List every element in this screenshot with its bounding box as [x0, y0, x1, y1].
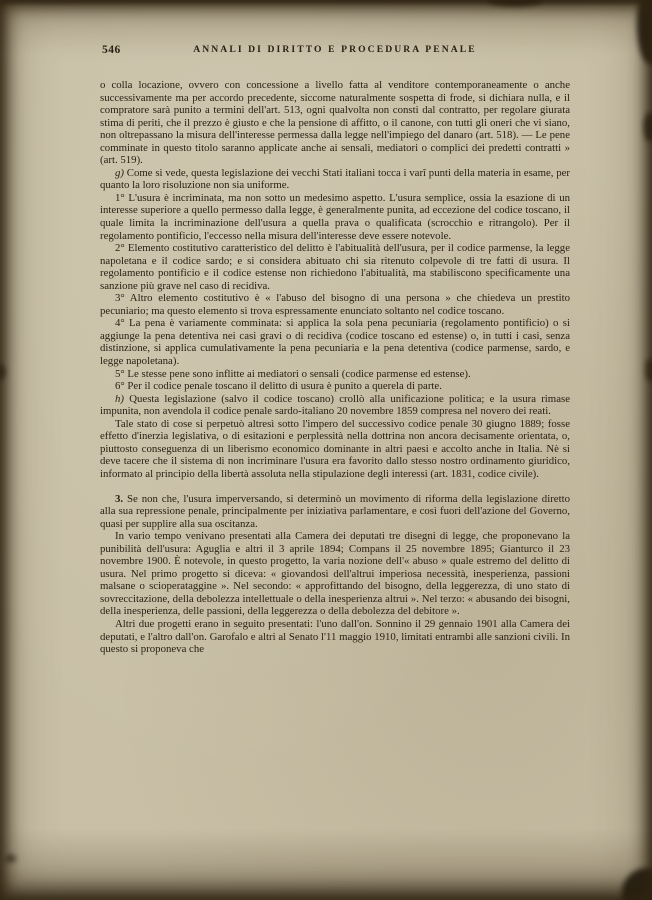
paragraph	[100, 79, 570, 167]
scan-smudge	[0, 364, 5, 380]
scan-smudge	[637, 0, 652, 64]
running-title: ANNALI DI DIRITTO E PROCEDURA PENALE	[193, 44, 477, 55]
page-header	[100, 44, 570, 55]
scan-smudge	[644, 112, 652, 142]
paragraph	[100, 368, 570, 381]
paragraph-lead: g)	[115, 166, 127, 179]
paragraph	[100, 192, 570, 242]
paragraph-text: Questa legislazione (salvo il codice toscano) crollò alla unificazione politica; e la usura rimase impunita, non avendola il codice penale sardo-italiano 20 novembre 1859 compresa nel novero dei reati.	[100, 392, 570, 418]
paragraph-text: Come si vede, questa legislazione dei vecchi Stati italiani tocca i varî punti della materia in esame, per quanto la loro risoluzione non sia uniforme.	[100, 166, 570, 192]
paragraph	[100, 380, 570, 393]
paragraph-text: 4° La pena è variamente comminata: si applica la sola pena pecuniaria (regolamento pontificio) o si aggiunge la pena detentiva nei casi gravi o di recidiva (codice toscano ed estense) o, in tutti i casi, senza distinzione, si applica cumulativamente la pena pecuniaria e la pena detentiva (codice parmense, sardo, e legge napoletana).	[100, 317, 570, 368]
paragraph-text: 1° L'usura è incriminata, ma non sotto un medesimo aspetto. L'usura semplice, ossia la esazione di un interesse superiore a quello permesso dalla legge, è generalmente punita, ad eccezione del codice toscano, il quale limita la incriminazione dell'usura a quella prava o qualificata (scrocchio e ritrangolo). Per il regolamento pontificio, l'eccesso nella misura dell'interesse deve essere notevole.	[100, 191, 570, 242]
scan-smudge	[488, 0, 542, 6]
paragraph	[100, 242, 570, 292]
paragraph-text: 2° Elemento costitutivo caratteristico del delitto è l'abitualità dell'usura, per il codice parmense, la legge napoletana e il codice sardo; e si considera abituato chi sia ritenuto colpevole di tre fatti di usura. Il regolamento pontificio e il codice estense non richiedono l'abitualità, ma stabiliscono specificamente una sanzione più grave nel caso di recidiva.	[100, 242, 570, 292]
paragraph	[100, 418, 570, 481]
scan-smudge	[5, 855, 16, 862]
paragraph-text: Altri due progetti erano in seguito presentati: l'uno dall'on. Sonnino il 29 gennaio 1901 alla Camera dei deputati, e l'altro dall'on. Garofalo e altri al Senato l'11 maggio 1910, limitati entrambi alle sanzioni civili. In questo si proponeva che	[100, 617, 570, 656]
paragraph	[100, 317, 570, 367]
paragraph-text: o colla locazione, ovvero con concessione a livello fatta al venditore contemporaneamente o anche successivamente ma per accordo precedente, siccome naturalmente sospetta di frode, si dichiara nulla, e il compratore sarà punito a termini dell'art. 513, ogni qualvolta non consti dal contratto, per regolare giurata stima di periti, che il prezzo è giusto e che la pensione di affitto, o il canone, con tutti gli oneri che vi siano, non oltrepassano la misura dell'interesse permessa dalla legge nell'impiego del danaro (art. 518). — Le pene comminate in questo titolo saranno applicate anche ai sensali, mediatori o complici dei predetti contratti » (art. 519).	[100, 79, 570, 167]
paragraph	[100, 618, 570, 656]
paragraph-text: 6° Per il codice penale toscano il delitto di usura è punito a querela di parte.	[115, 380, 442, 393]
paragraph-text: Tale stato di cose si perpetuò altresì sotto l'impero del successivo codice penale 30 giugno 1889; fosse effetto d'inerzia legislativa, o di esitazioni e perplessità nella dottrina non ancora decisamente orientata, o, piuttosto conseguenza di un liberismo economico dominante in altri paesi e accolto anche in Italia. Nè si deve tacere che il sistema di non incriminare l'usura era favorito dallo stesso nostro ordinamento giuridico, informato al principio della libertà assoluta nella stipulazione degli interessi (art. 1831, codice civile).	[100, 417, 570, 480]
section-number: 3.	[115, 492, 127, 505]
paragraph	[100, 292, 570, 317]
paragraph-text: In vario tempo venivano presentati alla Camera dei deputati tre disegni di legge, che proponevano la punibilità dell'usura: Aguglia e altri il 3 aprile 1894; Compans il 25 novembre 1895; Gianturco il 23 novembre 1900. È notevole, in questo progetto, la varia nozione dell'« abuso » quale estremo del delitto di usura. Nel primo progetto si diceva: « giovandosi dell'altrui imperiosa necessità, inesperienza, passioni malsane o scioperataggine ». Nel secondo: « approfittando del bisogno, della leggerezza, di uno stato di sovreccitazione, della debolezza intellettuale o della inesperienza altrui ». Nel terzo: « abusando dei bisogni, della inesperienza, delle passioni, della leggerezza o della debolezza del debitore ».	[100, 530, 570, 618]
paragraph-text: 3° Altro elemento costitutivo è « l'abuso del bisogno di una persona » che chiedeva un prestito pecuniario; ma questo elemento si trova espressamente enunciato soltanto nel codice toscano.	[100, 292, 570, 317]
scan-edge-artifact	[0, 0, 652, 3]
paragraph-lead: h)	[115, 392, 130, 405]
paragraph	[100, 167, 570, 192]
paragraph	[100, 530, 570, 618]
paragraph-text: Se non che, l'usura imperversando, si determinò un movimento di riforma della legislazione diretto alla sua repressione penale, principalmente per iniziativa parlamentare, e così fuori dell'azione del Governo, quasi per supplire alla sua oscitanza.	[100, 492, 570, 530]
body-text	[100, 79, 570, 656]
paragraph-section-3	[100, 493, 570, 531]
scan-smudge	[646, 358, 652, 382]
paragraph	[100, 393, 570, 418]
scan-smudge	[622, 868, 652, 900]
page-number: 546	[102, 44, 121, 56]
paragraph-text: 5° Le stesse pene sono inflitte ai mediatori o sensali (codice parmense ed estense).	[115, 367, 471, 380]
